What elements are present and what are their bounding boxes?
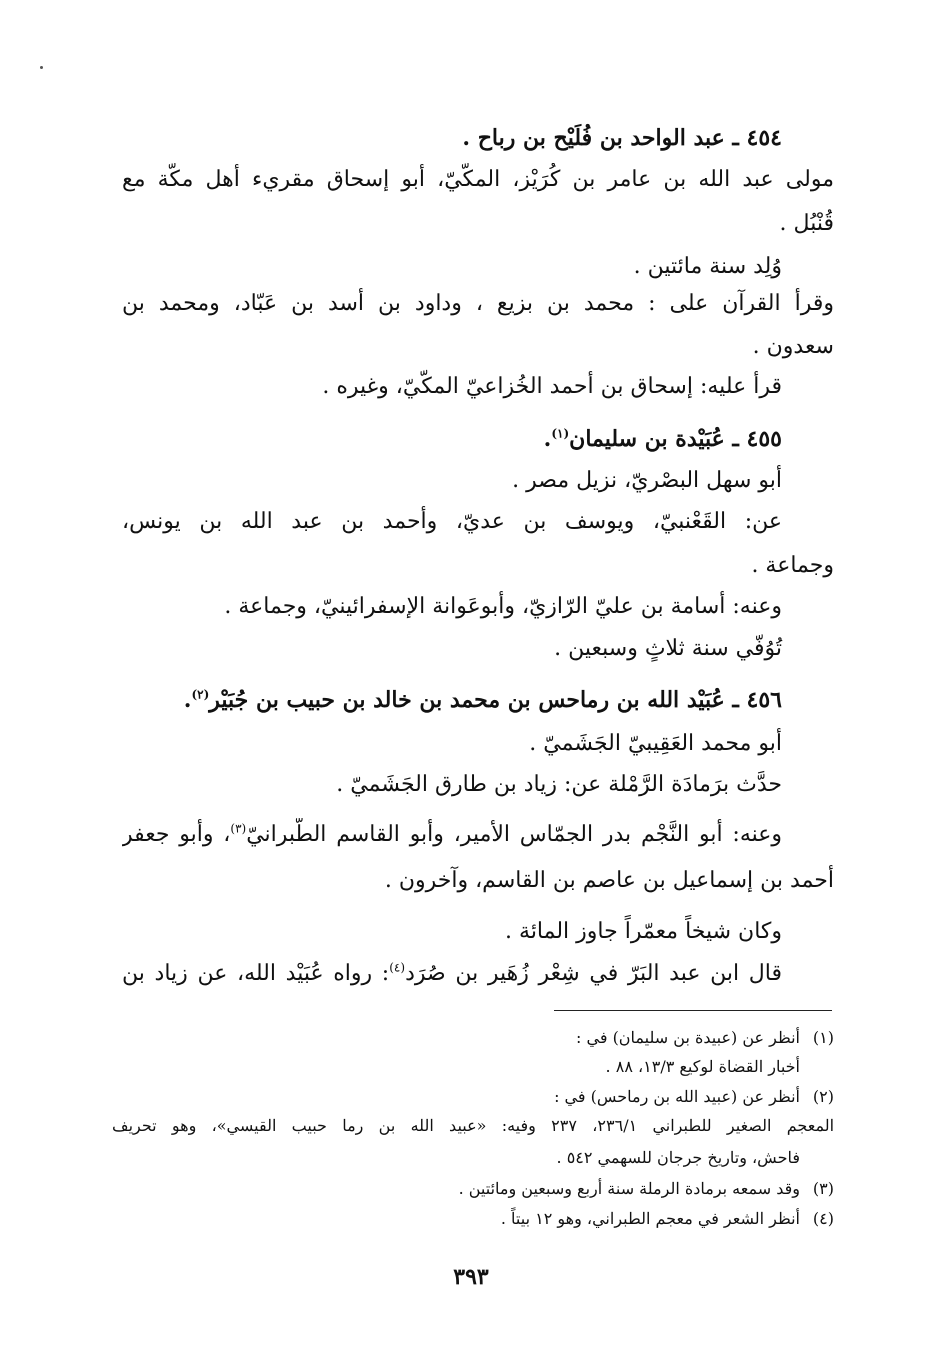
entry-455-line-4: وعنه: أسامة بن عليّ الرّازيّ، وأبوعَوانة الإسفرائينيّ، وجماعة .	[224, 594, 782, 619]
page-number: ٣٩٣	[453, 1264, 489, 1290]
entry-455-title-text: ٤٥٥ ـ عُبَيْدة بن سليمان	[569, 426, 782, 452]
footnote-3-number: (٣)	[812, 1179, 834, 1198]
entry-456-title-end: .	[183, 687, 192, 713]
entry-456-line-3-b: ، وأبو جعفر	[122, 822, 231, 847]
entry-456-line-6-a: قال ابن عبد البَرّ في شِعْر زُهَير بن صُرَد	[405, 961, 782, 986]
footnote-3	[459, 1176, 834, 1202]
entry-456-line-2: حدَّث برَمادَة الرَّمْلة عن: زياد بن طارق الجَشَميّ .	[336, 772, 782, 797]
entry-454-line-4: وقرأ القرآن على : محمد بن بزيع ، وداود بن أسد بن عَبّاد، ومحمد بن	[122, 291, 834, 316]
footnote-2	[554, 1084, 834, 1110]
footnote-ref-4: (٤)	[389, 960, 406, 975]
footnote-4-number: (٤)	[812, 1209, 834, 1228]
entry-455-line-1: أبو سهل البصْريّ، نزيل مصر .	[512, 468, 782, 493]
entry-454-line-2: قُنْبُل .	[779, 211, 834, 236]
footnote-2-line-2: المعجم الصغير للطبراني ٢٣٦/١، ٢٣٧ وفيه: «عبيد الله بن رما حبيب القيسي»، وهو تحريف	[112, 1116, 834, 1135]
entry-455-line-3: وجماعة .	[751, 553, 834, 578]
footnote-2-number: (٢)	[812, 1087, 834, 1106]
footnote-separator	[554, 1010, 832, 1011]
entry-456-line-3-a: وعنه: أبو النَّجْم بدر الجمّاس الأمير، وأبو القاسم الطّبرانيّ	[246, 822, 782, 847]
entry-456-title	[184, 683, 782, 717]
entry-456-line-5: وكان شيخاً معمّراً جاوز المائة .	[505, 919, 782, 944]
entry-455-title-end: .	[543, 426, 552, 452]
entry-456-line-1: أبو محمد العَقِيبيّ الجَشَميّ .	[529, 731, 782, 756]
entry-454-line-6: قرأ عليه: إسحاق بن أحمد الخُزاعيّ المكّيّ، وغيره .	[322, 374, 782, 399]
entry-454-line-5: سعدون .	[752, 334, 834, 359]
footnote-4-line-1: أنظر الشعر في معجم الطبراني، وهو ١٢ بيتاً .	[500, 1209, 800, 1228]
footnote-ref-3: (٣)	[230, 821, 247, 836]
footnote-1-line-1: أنظر عن (عبيدة بن سليمان) في :	[576, 1028, 800, 1047]
entry-455-title	[544, 422, 782, 456]
footnote-2-line-3: فاحش، وتاريخ جرجان للسهمي ٥٤٢ .	[556, 1148, 800, 1167]
entry-454-title: ٤٥٤ ـ عبد الواحد بن فُلَيْح بن رباح .	[462, 125, 782, 151]
entry-455-line-2: عن: القَعْنبيّ، ويوسف بن عديّ، وأحمد بن عبد الله بن يونس،	[122, 509, 782, 534]
footnote-4	[501, 1206, 834, 1232]
footnote-3-line-1: وقد سمعه برمادة الرملة سنة أربع وسبعين ومائتين .	[458, 1179, 800, 1198]
entry-456-line-6	[122, 957, 782, 991]
entry-456-line-4: أحمد بن إسماعيل بن عاصم بن القاسم، وآخرون .	[384, 868, 834, 893]
footnote-1	[576, 1025, 834, 1051]
entry-455-line-5: تُوُفّي سنة ثلاثٍ وسبعين .	[554, 636, 782, 661]
entry-454-line-1: مولى عبد الله بن عامر بن كُرَيْز، المكّيّ، أبو إسحاق مقريء أهل مكّة مع	[122, 167, 834, 192]
footnote-ref-1: (١)	[551, 426, 570, 441]
footnote-2-line-1: أنظر عن (عبيد الله بن رماحس) في :	[554, 1087, 800, 1106]
footnote-1-number: (١)	[812, 1028, 834, 1047]
entry-456-line-6-b: : رواه عُبَيْد الله، عن زياد بن	[122, 961, 390, 986]
entry-454-line-3: وُلِد سنة مائتين .	[633, 254, 782, 279]
footnote-1-line-2: أخبار القضاة لوكيع ١٣/٣، ٨٨ .	[605, 1057, 800, 1076]
footnote-ref-2: (٢)	[191, 687, 210, 702]
entry-456-line-3	[122, 818, 782, 852]
scan-speck	[40, 66, 43, 69]
entry-456-title-text: ٤٥٦ ـ عُبَيْد الله بن رماحس بن محمد بن خالد بن حبيب بن جُبَيْر	[209, 687, 782, 713]
